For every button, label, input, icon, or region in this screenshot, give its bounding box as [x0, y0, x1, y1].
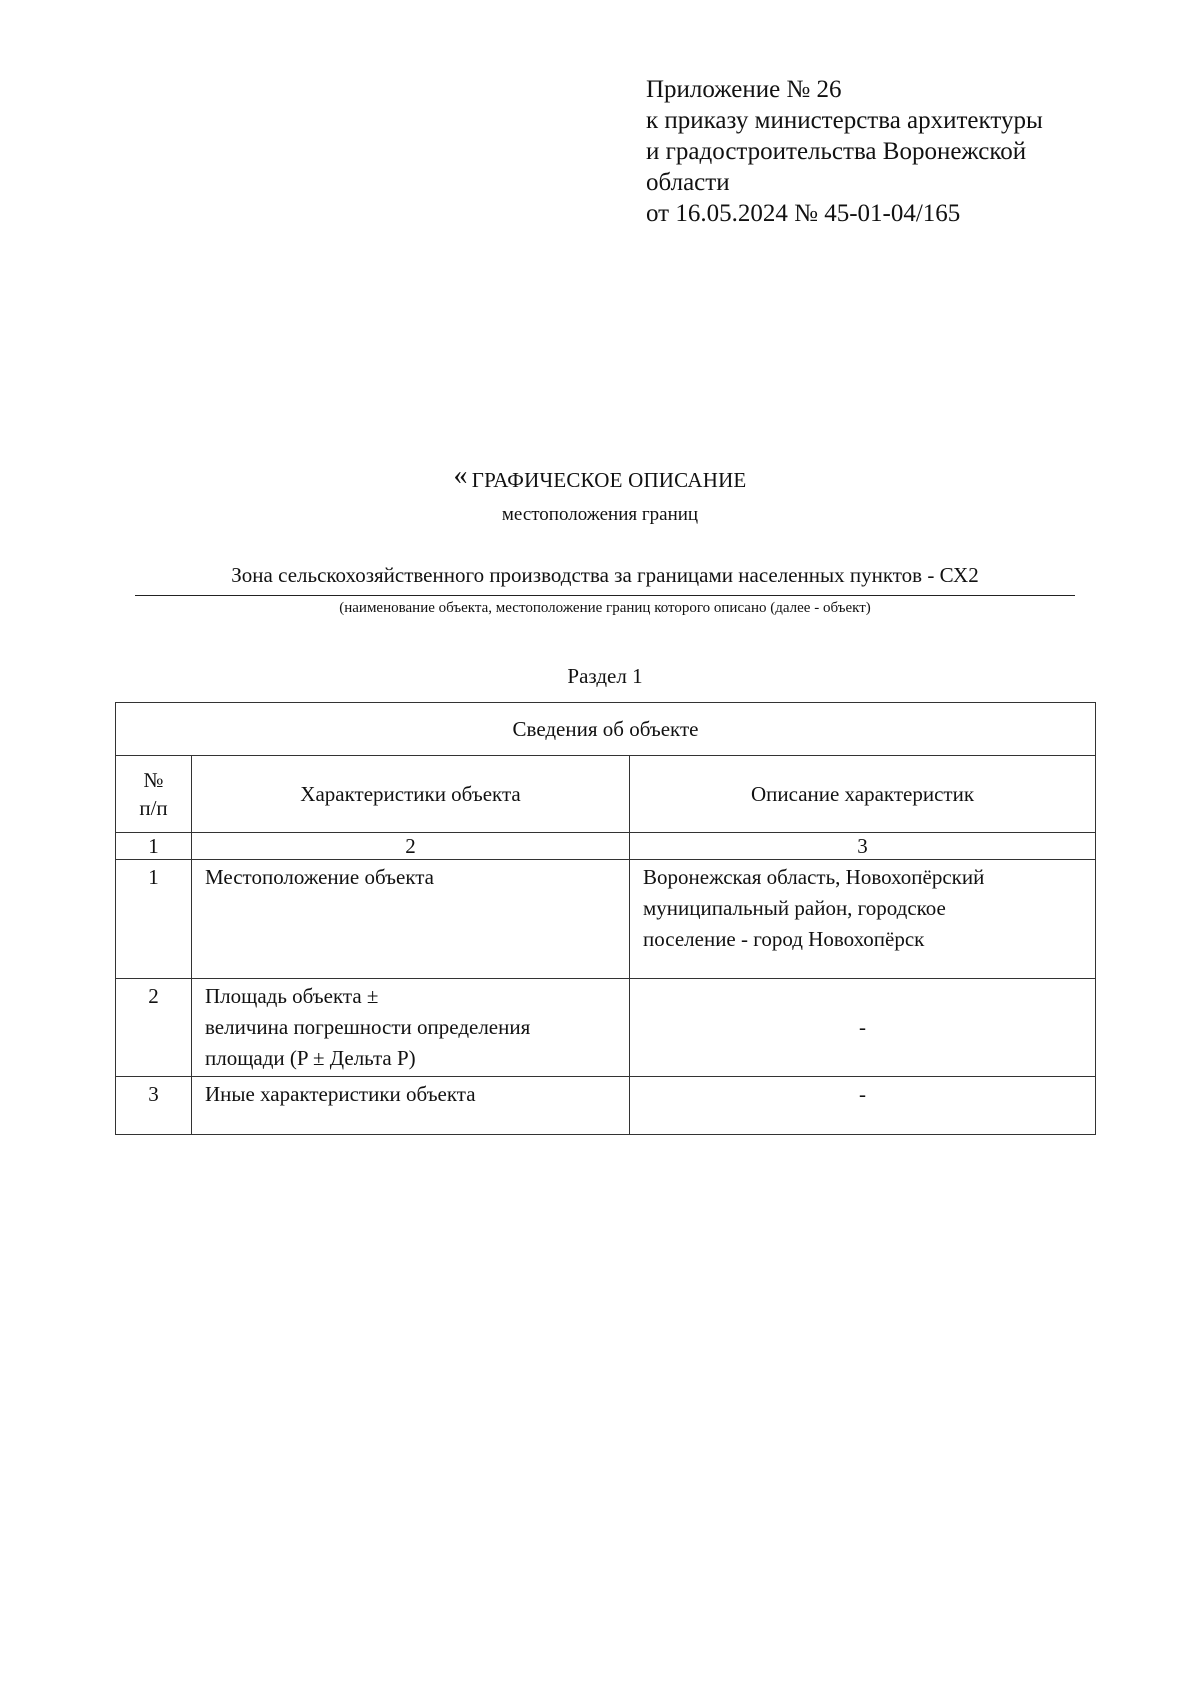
row-characteristic [192, 979, 630, 1077]
column-number: 2 [192, 833, 630, 860]
table-row [116, 860, 1096, 979]
row-number: 1 [116, 860, 192, 979]
row-description: - [630, 1077, 1096, 1135]
appendix-line: Приложение № 26 [646, 76, 842, 103]
column-header-num [116, 756, 192, 833]
opening-quote-mark: « [453, 460, 468, 491]
table-row [116, 979, 1096, 1077]
appendix-line: к приказу министерства архитектуры [646, 107, 1043, 134]
row-characteristic-line: величина погрешности определения [205, 1015, 531, 1039]
row-characteristic-line: Площадь объекта ± [205, 984, 379, 1008]
row-number: 3 [116, 1077, 192, 1135]
section-title: Раздел 1 [567, 664, 643, 688]
table-header-row [116, 756, 1096, 833]
column-header-description: Описание характеристик [630, 756, 1096, 833]
object-name: Зона сельскохозяйственного производства за границами населенных пунктов - СХ2 [135, 563, 1075, 596]
table-caption-row [116, 703, 1096, 756]
row-number: 2 [116, 979, 192, 1077]
appendix-reference [646, 74, 1126, 229]
column-header-characteristic: Характеристики объекта [192, 756, 630, 833]
row-description-line: муниципальный район, городское [643, 896, 946, 920]
row-description: - [630, 979, 1096, 1077]
column-header-num-line: п/п [139, 796, 168, 820]
row-characteristic: Местоположение объекта [192, 860, 630, 979]
row-characteristic-line: площади (P ± Дельта P) [205, 1046, 416, 1070]
table-caption: Сведения об объекте [116, 703, 1096, 756]
column-header-num-line: № [143, 768, 164, 792]
row-description [630, 860, 1096, 979]
document-title-text: ГРАФИЧЕСКОЕ ОПИСАНИЕ [471, 468, 747, 492]
column-number-row [116, 833, 1096, 860]
row-characteristic: Иные характеристики объекта [192, 1077, 630, 1135]
appendix-line: от 16.05.2024 № 45-01-04/165 [646, 200, 961, 227]
appendix-line: и градостроительства Воронежской [646, 138, 1027, 165]
column-number: 3 [630, 833, 1096, 860]
row-description-line: Воронежская область, Новохопёрский [643, 865, 985, 889]
table-row [116, 1077, 1096, 1135]
document-title [0, 460, 1200, 493]
column-number: 1 [116, 833, 192, 860]
appendix-line: области [646, 169, 730, 196]
object-info-table [115, 702, 1096, 1135]
document-subtitle: местоположения границ [501, 504, 699, 525]
object-name-caption: (наименование объекта, местоположение границ которого описано (далее - объект) [339, 600, 871, 616]
row-description-line: поселение - город Новохопёрск [643, 927, 925, 951]
